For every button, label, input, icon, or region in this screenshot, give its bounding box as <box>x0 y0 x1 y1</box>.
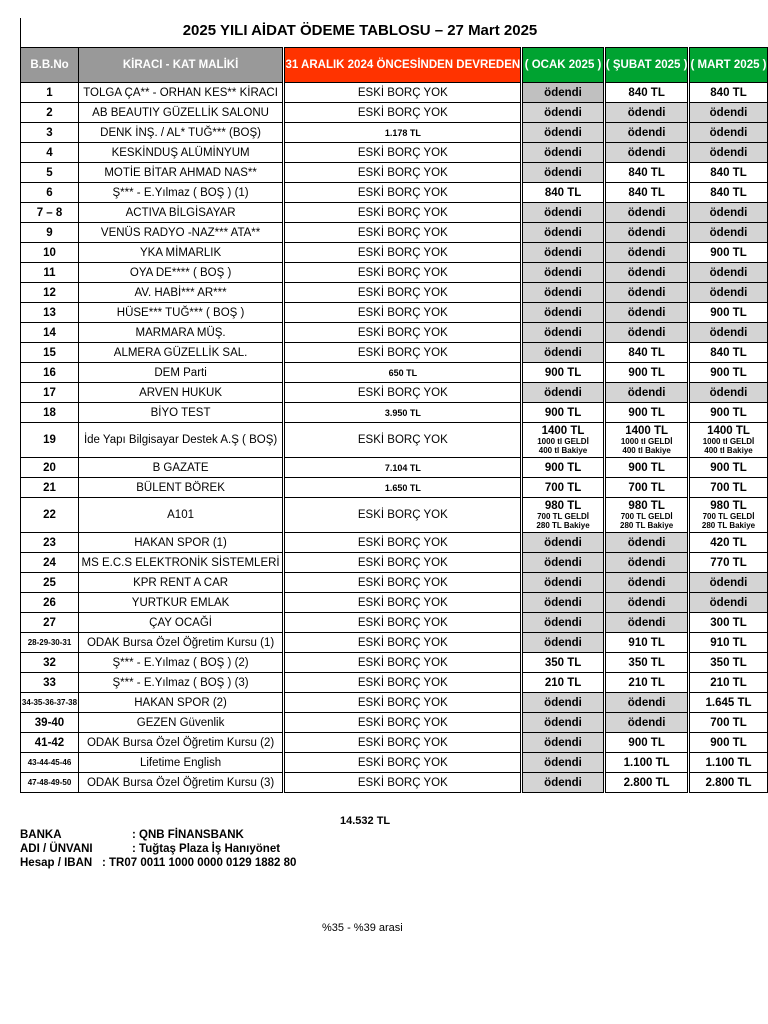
table-body <box>21 83 768 793</box>
tenant-name-cell: MOTİE BİTAR AHMAD NAS** <box>79 163 283 183</box>
table-row <box>21 383 768 403</box>
previous-debt-cell: ESKİ BORÇ YOK <box>285 693 521 713</box>
unit-number-cell: 6 <box>21 183 79 203</box>
march-payment-cell: 840 TL <box>690 163 768 183</box>
january-payment-cell: ödendi <box>523 613 604 633</box>
february-payment-cell: 350 TL <box>605 653 688 673</box>
tenant-name-cell: DENK İNŞ. / AL* TUĞ*** (BOŞ) <box>79 123 283 143</box>
table-row <box>21 263 768 283</box>
unit-number-cell: 3 <box>21 123 79 143</box>
january-payment-cell: ödendi <box>523 693 604 713</box>
march-payment-cell: 700 TL <box>690 713 768 733</box>
march-payment-cell: ödendi <box>690 323 768 343</box>
total-amount: 14.532 TL <box>340 815 391 827</box>
previous-debt-cell: ESKİ BORÇ YOK <box>285 263 521 283</box>
table-row <box>21 733 768 753</box>
bank-label: BANKA <box>20 829 62 841</box>
march-payment-cell: ödendi <box>690 593 768 613</box>
previous-debt-cell: 7.104 TL <box>285 458 521 478</box>
february-payment-cell <box>605 498 688 533</box>
tenant-name-cell: ODAK Bursa Özel Öğretim Kursu (2) <box>79 733 283 753</box>
unit-number-cell: 11 <box>21 263 79 283</box>
january-payment-cell: ödendi <box>523 123 604 143</box>
unit-number-cell: 24 <box>21 553 79 573</box>
footer-note: %35 - %39 arasi <box>322 922 403 934</box>
header-previous-debt: 31 ARALIK 2024 ÖNCESİNDEN DEVREDEN <box>285 48 521 83</box>
tenant-name-cell: Ş*** - E.Yılmaz ( BOŞ ) (1) <box>79 183 283 203</box>
january-payment-cell: ödendi <box>523 593 604 613</box>
march-payment-cell: ödendi <box>690 123 768 143</box>
account-name-value: : Tuğtaş Plaza İş Hanıyönet <box>132 843 281 855</box>
balance-remaining: 280 TL Bakiye <box>536 521 590 530</box>
unit-number-cell: 27 <box>21 613 79 633</box>
february-payment-cell: ödendi <box>605 203 688 223</box>
unit-number-cell: 2 <box>21 103 79 123</box>
table-row <box>21 573 768 593</box>
january-payment-cell: ödendi <box>523 223 604 243</box>
previous-debt-cell: ESKİ BORÇ YOK <box>285 423 521 458</box>
unit-number-cell: 13 <box>21 303 79 323</box>
table-row <box>21 423 768 458</box>
february-payment-cell: ödendi <box>605 533 688 553</box>
february-payment-cell: ödendi <box>605 223 688 243</box>
table-row <box>21 403 768 423</box>
march-payment-cell: ödendi <box>690 223 768 243</box>
tenant-name-cell: B GAZATE <box>79 458 283 478</box>
january-payment-cell: ödendi <box>523 713 604 733</box>
table-row <box>21 593 768 613</box>
march-payment-cell: 2.800 TL <box>690 773 768 793</box>
previous-debt-cell: ESKİ BORÇ YOK <box>285 303 521 323</box>
tenant-name-cell: Lifetime English <box>79 753 283 773</box>
table-row <box>21 673 768 693</box>
march-payment-cell: 900 TL <box>690 733 768 753</box>
tenant-name-cell: BÜLENT BÖREK <box>79 478 283 498</box>
table-row <box>21 553 768 573</box>
previous-debt-cell: 1.650 TL <box>285 478 521 498</box>
february-payment-cell: 900 TL <box>605 733 688 753</box>
table-row <box>21 458 768 478</box>
february-payment-cell: ödendi <box>605 553 688 573</box>
january-payment-cell: ödendi <box>523 243 604 263</box>
march-payment-cell: 350 TL <box>690 653 768 673</box>
january-payment-cell: 900 TL <box>523 363 604 383</box>
unit-number-cell: 21 <box>21 478 79 498</box>
tenant-name-cell: ODAK Bursa Özel Öğretim Kursu (3) <box>79 773 283 793</box>
previous-debt-cell: ESKİ BORÇ YOK <box>285 633 521 653</box>
march-payment-cell: 300 TL <box>690 613 768 633</box>
january-payment-cell: ödendi <box>523 103 604 123</box>
table-row <box>21 283 768 303</box>
unit-number-cell: 20 <box>21 458 79 478</box>
february-payment-cell: ödendi <box>605 143 688 163</box>
amount-due: 1400 TL <box>541 425 585 437</box>
january-payment-cell: ödendi <box>523 533 604 553</box>
february-payment-cell: ödendi <box>605 693 688 713</box>
february-payment-cell: ödendi <box>605 383 688 403</box>
previous-debt-cell: ESKİ BORÇ YOK <box>285 553 521 573</box>
previous-debt-cell: ESKİ BORÇ YOK <box>285 343 521 363</box>
unit-number-cell: 5 <box>21 163 79 183</box>
unit-number-cell: 26 <box>21 593 79 613</box>
table-row <box>21 183 768 203</box>
february-payment-cell: 700 TL <box>605 478 688 498</box>
january-payment-cell <box>523 423 604 458</box>
tenant-name-cell: MARMARA MÜŞ. <box>79 323 283 343</box>
tenant-name-cell: Ş*** - E.Yılmaz ( BOŞ ) (3) <box>79 673 283 693</box>
tenant-name-cell: AV. HABİ*** AR*** <box>79 283 283 303</box>
january-payment-cell: ödendi <box>523 143 604 163</box>
february-payment-cell: 910 TL <box>605 633 688 653</box>
tenant-name-cell: TOLGA ÇA** - ORHAN KES** KİRACI <box>79 83 283 103</box>
previous-debt-cell: 650 TL <box>285 363 521 383</box>
march-payment-cell: ödendi <box>690 143 768 163</box>
january-payment-cell: ödendi <box>523 733 604 753</box>
previous-debt-cell: ESKİ BORÇ YOK <box>285 753 521 773</box>
amount-received: 700 TL GELDİ <box>537 512 589 521</box>
unit-number-cell: 28-29-30-31 <box>21 633 79 653</box>
balance-remaining: 280 TL Bakiye <box>620 521 674 530</box>
table-row <box>21 303 768 323</box>
tenant-name-cell: GEZEN Güvenlik <box>79 713 283 733</box>
unit-number-cell: 25 <box>21 573 79 593</box>
unit-number-cell: 4 <box>21 143 79 163</box>
table-row <box>21 223 768 243</box>
january-payment-cell: ödendi <box>523 303 604 323</box>
january-payment-cell: 900 TL <box>523 458 604 478</box>
table-row <box>21 613 768 633</box>
march-payment-cell: 900 TL <box>690 363 768 383</box>
february-payment-cell: ödendi <box>605 283 688 303</box>
tenant-name-cell: ACTIVA BİLGİSAYAR <box>79 203 283 223</box>
tenant-name-cell: HÜSE*** TUĞ*** ( BOŞ ) <box>79 303 283 323</box>
table-row <box>21 753 768 773</box>
february-payment-cell: 840 TL <box>605 183 688 203</box>
previous-debt-cell: ESKİ BORÇ YOK <box>285 103 521 123</box>
unit-number-cell: 43-44-45-46 <box>21 753 79 773</box>
bank-info <box>20 828 296 870</box>
previous-debt-cell: ESKİ BORÇ YOK <box>285 243 521 263</box>
unit-number-cell: 14 <box>21 323 79 343</box>
january-payment-cell: ödendi <box>523 163 604 183</box>
unit-number-cell: 7 – 8 <box>21 203 79 223</box>
january-payment-cell: ödendi <box>523 263 604 283</box>
february-payment-cell: 2.800 TL <box>605 773 688 793</box>
previous-debt-cell: ESKİ BORÇ YOK <box>285 383 521 403</box>
iban-value: : TR07 0011 1000 0000 0129 1882 80 <box>102 857 297 869</box>
unit-number-cell: 19 <box>21 423 79 458</box>
table-row <box>21 323 768 343</box>
march-payment-cell: 770 TL <box>690 553 768 573</box>
unit-number-cell: 34-35-36-37-38 <box>21 693 79 713</box>
table-row <box>21 123 768 143</box>
unit-number-cell: 33 <box>21 673 79 693</box>
unit-number-cell: 12 <box>21 283 79 303</box>
march-payment-cell: 1.645 TL <box>690 693 768 713</box>
tenant-name-cell: KESKİNDUŞ ALÜMİNYUM <box>79 143 283 163</box>
january-payment-cell: ödendi <box>523 343 604 363</box>
table-row <box>21 533 768 553</box>
tenant-name-cell: VENÜS RADYO -NAZ*** ATA** <box>79 223 283 243</box>
previous-debt-cell: ESKİ BORÇ YOK <box>285 653 521 673</box>
march-payment-cell: 1.100 TL <box>690 753 768 773</box>
previous-debt-cell: ESKİ BORÇ YOK <box>285 573 521 593</box>
february-payment-cell: 210 TL <box>605 673 688 693</box>
january-payment-cell: ödendi <box>523 553 604 573</box>
previous-debt-cell: ESKİ BORÇ YOK <box>285 593 521 613</box>
march-payment-cell: 900 TL <box>690 243 768 263</box>
march-payment-cell: 210 TL <box>690 673 768 693</box>
january-payment-cell: 210 TL <box>523 673 604 693</box>
table-row <box>21 103 768 123</box>
previous-debt-cell: 1.178 TL <box>285 123 521 143</box>
february-payment-cell: ödendi <box>605 613 688 633</box>
table-row <box>21 498 768 533</box>
march-payment-cell: ödendi <box>690 573 768 593</box>
february-payment-cell: 840 TL <box>605 83 688 103</box>
table-row <box>21 143 768 163</box>
unit-number-cell: 22 <box>21 498 79 533</box>
tenant-name-cell: DEM Parti <box>79 363 283 383</box>
previous-debt-cell: ESKİ BORÇ YOK <box>285 163 521 183</box>
balance-remaining: 400 tl Bakiye <box>704 446 753 455</box>
february-payment-cell: ödendi <box>605 123 688 143</box>
march-payment-cell: ödendi <box>690 203 768 223</box>
march-payment-cell: ödendi <box>690 263 768 283</box>
unit-number-cell: 39-40 <box>21 713 79 733</box>
previous-debt-cell: ESKİ BORÇ YOK <box>285 323 521 343</box>
previous-debt-cell: ESKİ BORÇ YOK <box>285 713 521 733</box>
table-row <box>21 163 768 183</box>
march-payment-cell <box>690 498 768 533</box>
february-payment-cell: ödendi <box>605 593 688 613</box>
tenant-name-cell: AB BEAUTIY GÜZELLİK SALONU <box>79 103 283 123</box>
tenant-name-cell: İde Yapı Bilgisayar Destek A.Ş ( BOŞ) <box>79 423 283 458</box>
january-payment-cell: ödendi <box>523 383 604 403</box>
table-row <box>21 83 768 103</box>
february-payment-cell: ödendi <box>605 243 688 263</box>
march-payment-cell: 840 TL <box>690 83 768 103</box>
amount-received: 1000 tl GELDİ <box>620 437 673 446</box>
previous-debt-cell: ESKİ BORÇ YOK <box>285 733 521 753</box>
january-payment-cell: ödendi <box>523 573 604 593</box>
tenant-name-cell: BİYO TEST <box>79 403 283 423</box>
february-payment-cell: ödendi <box>605 573 688 593</box>
tenant-name-cell: ÇAY OCAĞİ <box>79 613 283 633</box>
tenant-name-cell: Ş*** - E.Yılmaz ( BOŞ ) (2) <box>79 653 283 673</box>
previous-debt-cell: ESKİ BORÇ YOK <box>285 183 521 203</box>
march-payment-cell: 900 TL <box>690 303 768 323</box>
page-title: 2025 YILI AİDAT ÖDEME TABLOSU – 27 Mart 2025 <box>182 22 538 39</box>
previous-debt-cell: ESKİ BORÇ YOK <box>285 83 521 103</box>
tenant-name-cell: A101 <box>79 498 283 533</box>
january-payment-cell: ödendi <box>523 633 604 653</box>
february-payment-cell: 900 TL <box>605 403 688 423</box>
amount-due: 1400 TL <box>707 425 750 437</box>
march-payment-cell: 900 TL <box>690 403 768 423</box>
balance-remaining: 280 TL Bakiye <box>701 521 756 530</box>
header-march: ( MART 2025 ) <box>690 48 768 83</box>
tenant-name-cell: HAKAN SPOR (2) <box>79 693 283 713</box>
january-payment-cell: 350 TL <box>523 653 604 673</box>
february-payment-cell: ödendi <box>605 303 688 323</box>
previous-debt-cell: ESKİ BORÇ YOK <box>285 143 521 163</box>
march-payment-cell: 420 TL <box>690 533 768 553</box>
tenant-name-cell: YURTKUR EMLAK <box>79 593 283 613</box>
march-payment-cell <box>690 423 768 458</box>
february-payment-cell: ödendi <box>605 263 688 283</box>
tenant-name-cell: ALMERA GÜZELLİK SAL. <box>79 343 283 363</box>
february-payment-cell: 840 TL <box>605 343 688 363</box>
table-row <box>21 773 768 793</box>
tenant-name-cell: OYA DE**** ( BOŞ ) <box>79 263 283 283</box>
february-payment-cell: 1.100 TL <box>605 753 688 773</box>
march-payment-cell: ödendi <box>690 383 768 403</box>
amount-received: 700 TL GELDİ <box>702 512 755 521</box>
previous-debt-cell: ESKİ BORÇ YOK <box>285 773 521 793</box>
february-payment-cell: ödendi <box>605 713 688 733</box>
amount-due: 980 TL <box>628 500 665 512</box>
previous-debt-cell: ESKİ BORÇ YOK <box>285 203 521 223</box>
february-payment-cell: 840 TL <box>605 163 688 183</box>
amount-due: 980 TL <box>544 500 582 512</box>
header-bb: B.B.No <box>21 48 79 83</box>
unit-number-cell: 41-42 <box>21 733 79 753</box>
february-payment-cell: 900 TL <box>605 363 688 383</box>
account-name-label: ADI / ÜNVANI <box>20 843 93 855</box>
amount-received: 1000 tl GELDİ <box>537 437 589 446</box>
unit-number-cell: 18 <box>21 403 79 423</box>
bank-value: : QNB FİNANSBANK <box>132 829 244 841</box>
previous-debt-cell: ESKİ BORÇ YOK <box>285 498 521 533</box>
amount-due: 980 TL <box>710 500 747 512</box>
january-payment-cell: ödendi <box>523 283 604 303</box>
march-payment-cell: ödendi <box>690 283 768 303</box>
table-row <box>21 343 768 363</box>
previous-debt-cell: 3.950 TL <box>285 403 521 423</box>
march-payment-cell: 840 TL <box>690 183 768 203</box>
unit-number-cell: 10 <box>21 243 79 263</box>
january-payment-cell: ödendi <box>523 83 604 103</box>
header-row <box>21 48 768 83</box>
january-payment-cell <box>523 498 604 533</box>
header-february: ( ŞUBAT 2025 ) <box>605 48 688 83</box>
unit-number-cell: 16 <box>21 363 79 383</box>
previous-debt-cell: ESKİ BORÇ YOK <box>285 533 521 553</box>
february-payment-cell <box>605 423 688 458</box>
table-row <box>21 203 768 223</box>
unit-number-cell: 32 <box>21 653 79 673</box>
march-payment-cell: ödendi <box>690 103 768 123</box>
table-row <box>21 243 768 263</box>
unit-number-cell: 15 <box>21 343 79 363</box>
table-row <box>21 633 768 653</box>
table-row <box>21 478 768 498</box>
balance-remaining: 400 tl Bakiye <box>538 446 588 455</box>
february-payment-cell: 900 TL <box>605 458 688 478</box>
amount-received: 1000 tl GELDİ <box>702 437 755 446</box>
unit-number-cell: 47-48-49-50 <box>21 773 79 793</box>
january-payment-cell: 900 TL <box>523 403 604 423</box>
tenant-name-cell: MS E.C.S ELEKTRONİK SİSTEMLERİ <box>79 553 283 573</box>
january-payment-cell: 840 TL <box>523 183 604 203</box>
tenant-name-cell: ODAK Bursa Özel Öğretim Kursu (1) <box>79 633 283 653</box>
january-payment-cell: 700 TL <box>523 478 604 498</box>
amount-received: 700 TL GELDİ <box>620 512 673 521</box>
iban-label: Hesap / IBAN <box>20 857 93 869</box>
tenant-name-cell: KPR RENT A CAR <box>79 573 283 593</box>
balance-remaining: 400 tl Bakiye <box>622 446 671 455</box>
march-payment-cell: 910 TL <box>690 633 768 653</box>
february-payment-cell: ödendi <box>605 103 688 123</box>
january-payment-cell: ödendi <box>523 753 604 773</box>
previous-debt-cell: ESKİ BORÇ YOK <box>285 673 521 693</box>
tenant-name-cell: YKA MİMARLIK <box>79 243 283 263</box>
unit-number-cell: 23 <box>21 533 79 553</box>
amount-due: 1400 TL <box>625 425 669 437</box>
march-payment-cell: 700 TL <box>690 478 768 498</box>
january-payment-cell: ödendi <box>523 773 604 793</box>
unit-number-cell: 1 <box>21 83 79 103</box>
table-row <box>21 653 768 673</box>
march-payment-cell: 900 TL <box>690 458 768 478</box>
march-payment-cell: 840 TL <box>690 343 768 363</box>
unit-number-cell: 9 <box>21 223 79 243</box>
table-row <box>21 713 768 733</box>
table-row <box>21 363 768 383</box>
january-payment-cell: ödendi <box>523 203 604 223</box>
unit-number-cell: 17 <box>21 383 79 403</box>
dues-table <box>20 47 768 793</box>
previous-debt-cell: ESKİ BORÇ YOK <box>285 223 521 243</box>
header-name: KİRACI - KAT MALİKİ <box>79 48 283 83</box>
table-row <box>21 693 768 713</box>
february-payment-cell: ödendi <box>605 323 688 343</box>
january-payment-cell: ödendi <box>523 323 604 343</box>
previous-debt-cell: ESKİ BORÇ YOK <box>285 283 521 303</box>
tenant-name-cell: ARVEN HUKUK <box>79 383 283 403</box>
tenant-name-cell: HAKAN SPOR (1) <box>79 533 283 553</box>
previous-debt-cell: ESKİ BORÇ YOK <box>285 613 521 633</box>
header-january: ( OCAK 2025 ) <box>523 48 604 83</box>
